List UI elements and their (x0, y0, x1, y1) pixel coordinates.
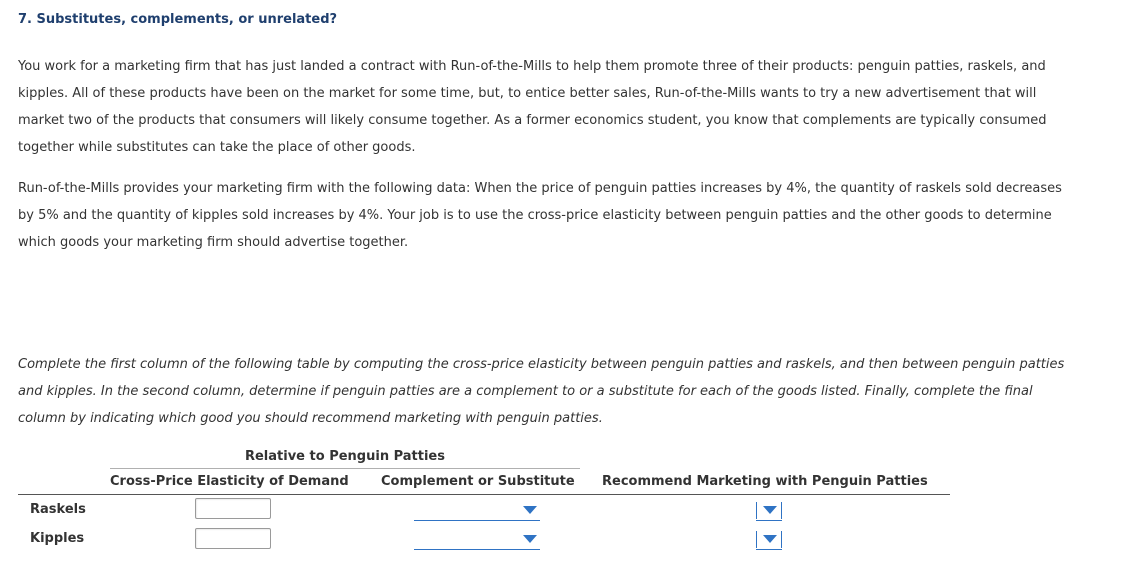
raskels-relation-dropdown[interactable] (414, 500, 540, 521)
header-rule (18, 494, 950, 495)
kipples-relation-dropdown[interactable] (414, 529, 540, 550)
data-paragraph: Run-of-the-Mills provides your marketing firm with the following data: When the price of penguin patties increases by 4%, the quantity of raskels sold decreases by 5% and the quantity of kipples sold increases by 4%. Your job is to use the cross-price elasticity between penguin patties and the other goods to determine which goods your marketing firm should advertise together. (18, 181, 1062, 250)
dropdown-edge (756, 531, 757, 548)
question-title: 7. Substitutes, complements, or unrelated? (18, 12, 338, 27)
dropdown-edge (781, 531, 782, 548)
raskels-recommend-dropdown[interactable] (756, 500, 782, 521)
group-header-rule (110, 468, 580, 469)
kipples-elasticity-input[interactable] (195, 528, 271, 549)
row-label-raskels: Raskels (30, 502, 86, 517)
caret-down-icon (523, 535, 537, 543)
column-header-elasticity: Cross-Price Elasticity of Demand (110, 474, 349, 489)
dropdown-edge (756, 502, 757, 519)
caret-down-icon (763, 535, 777, 543)
raskels-elasticity-input[interactable] (195, 498, 271, 519)
column-header-recommend: Recommend Marketing with Penguin Patties (602, 474, 928, 489)
group-header: Relative to Penguin Patties (244, 449, 445, 464)
caret-down-icon (523, 506, 537, 514)
intro-paragraph: You work for a marketing firm that has just landed a contract with Run-of-the-Mills to help them promote three of their products: penguin patties, raskels, and kipples. All of these products have been on the market for some time, but, to entice better sales, Run-of-the-Mills wants to try a new advertisement that will market two of the products that consumers will likely consume together. As a former economics student, you know that complements are typically consumed together while substitutes can take the place of other goods. (18, 59, 1047, 155)
instructions-paragraph: Complete the first column of the following table by computing the cross-price elasticity between penguin patties and raskels, and then between penguin patties and kipples. In the second column, determine if penguin patties are a complement to or a substitute for each of the goods listed. Finally, complete the final column by indicating which good you should recommend marketing with penguin patties. (18, 357, 1065, 426)
caret-down-icon (763, 506, 777, 514)
column-header-relation: Complement or Substitute (381, 474, 575, 489)
kipples-recommend-dropdown[interactable] (756, 529, 782, 550)
row-label-kipples: Kipples (30, 531, 85, 546)
dropdown-edge (781, 502, 782, 519)
